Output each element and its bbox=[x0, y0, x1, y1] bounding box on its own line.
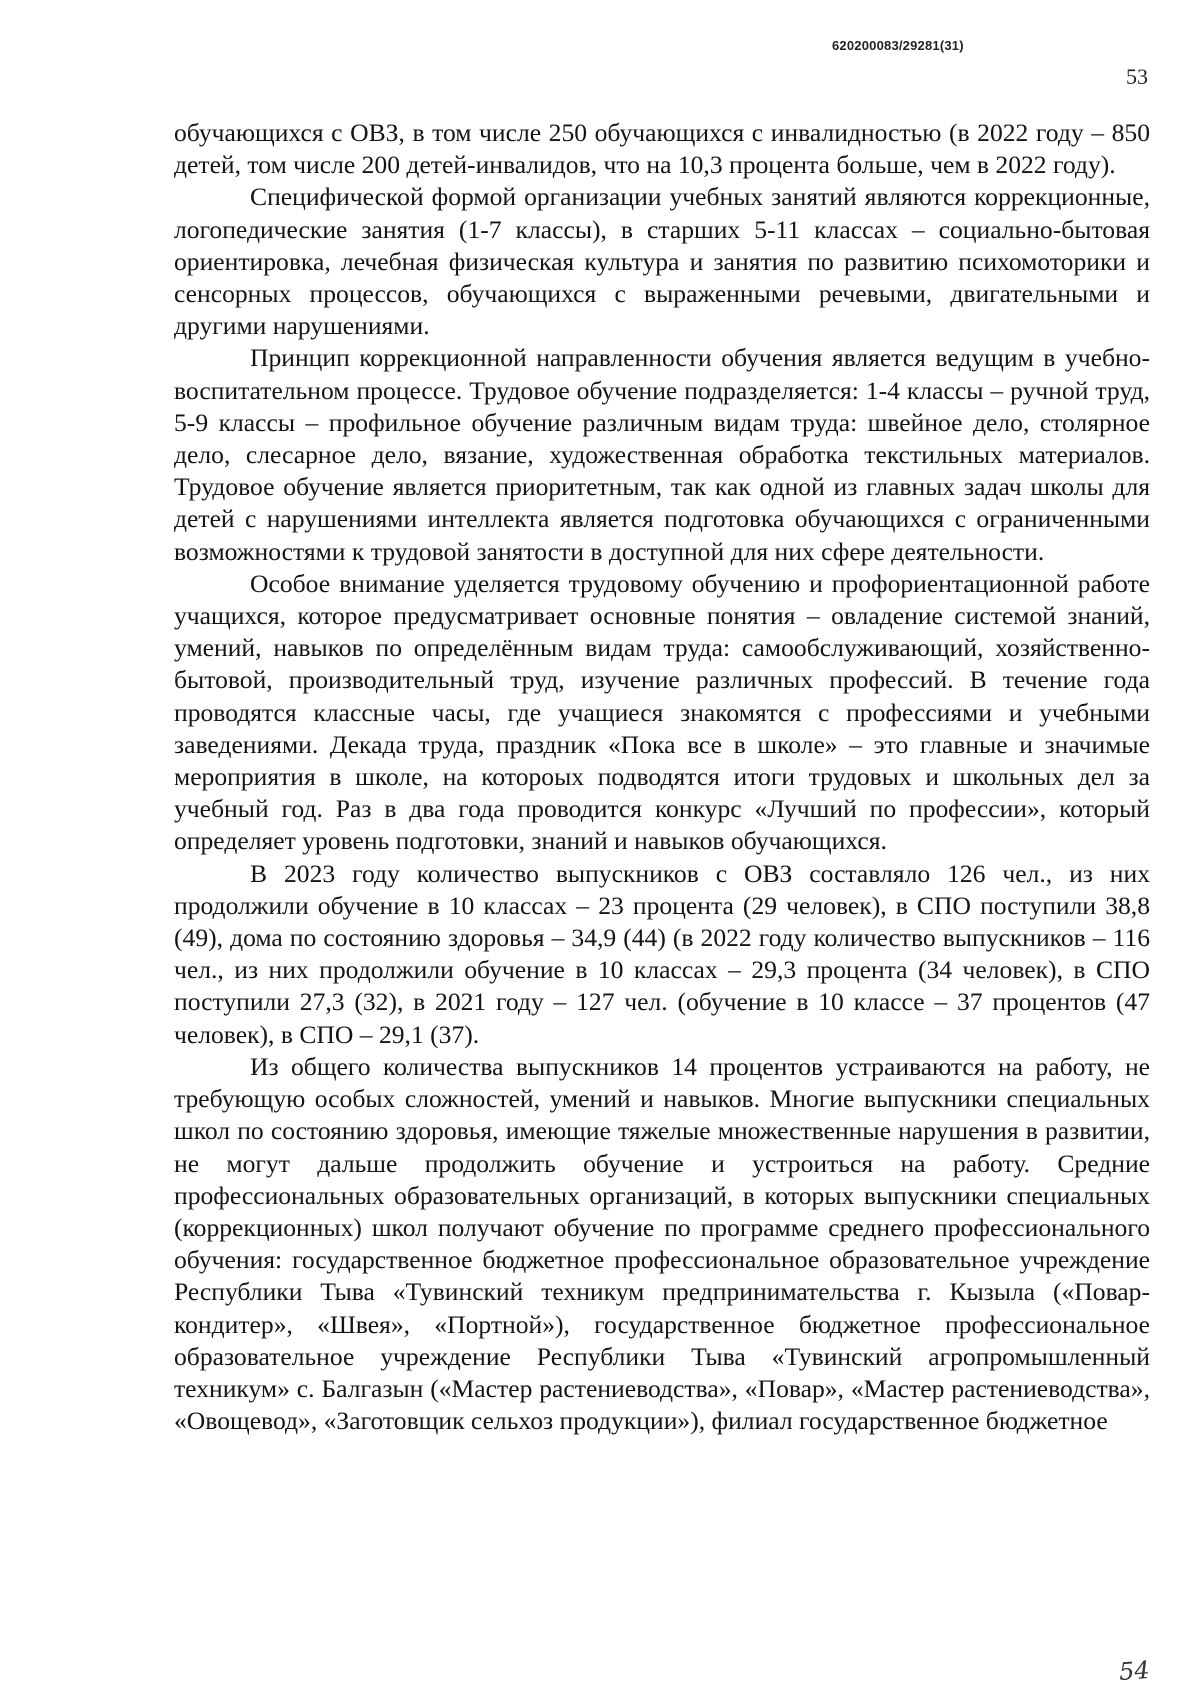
body-text bbox=[174, 117, 1150, 1437]
paragraph: Специфической формой организации учебных занятий являются коррекционные, логопедические занятия (1-7 классы), в старших 5-11 классах – социально-бытовая ориентировка, лечебная физическая культура и занятия по развитию психомоторики и сенсорных процессов, обучающихся с выраженными речевыми, двигательными и другими нарушениями. bbox=[174, 182, 1150, 341]
paragraph: Особое внимание уделяется трудовому обучению и профориентационной работе учащихся, которое предусматривает основные понятия – овладение системой знаний, умений, навыков по определённым видам труда: самообслуживающий, хозяйственно-бытовой, производительный труд, изучение различных профессий. В течение года проводятся классные часы, где учащиеся знакомятся с профессиями и учебными заведениями. Декада труда, праздник «Пока все в школе» – это главные и значимые мероприятия в школе, на котороых подводятся итоги трудовых и школьных дел за учебный год. Раз в два года проводится конкурс «Лучший по профессии», который определяет уровень подготовки, знаний и навыков обучающихся. bbox=[174, 568, 1150, 856]
paragraph: Из общего количества выпускников 14 процентов устраиваются на работу, не требующую особых сложностей, умений и навыков. Многие выпускники специальных школ по состоянию здоровья, имеющие тяжелые множественные нарушения в развитии, не могут дальше продолжить обучение и устроиться на работу. Средние профессиональных образовательных организаций, в которых выпускники специальных (коррекционных) школ получают обучение по программе среднего профессионального обучения: государственное бюджетное профессиональное образовательное учреждение Республики Тыва «Тувинский техникум предпринимательства г. Кызыла («Повар-кондитер», «Швея», «Портной»), государственное бюджетное профессиональное образовательное учреждение Республики Тыва «Тувинский агропромышленный техникум» с. Балгазын («Мастер растениеводства», «Повар», «Мастер растениеводства», «Овощевод», «Заготовщик сельхоз продукции»), филиал государственное бюджетное bbox=[174, 1051, 1150, 1436]
paragraph: Принцип коррекционной направленности обучения является ведущим в учебно-воспитательном процессе. Трудовое обучение подразделяется: 1-4 классы – ручной труд, 5-9 классы – профильное обучение различным видам труда: швейное дело, столярное дело, слесарное дело, вязание, художественная обработка текстильных материалов. Трудовое обучение является приоритетным, так как одной из главных задач школы для детей с нарушениями интеллекта является подготовка обучающихся с ограниченными возможностями к трудовой занятости в доступной для них сфере деятельности. bbox=[174, 343, 1150, 566]
paragraph: В 2023 году количество выпускников с ОВЗ составляло 126 чел., из них продолжили обучение в 10 классах – 23 процента (29 человек), в СПО поступили 38,8 (49), дома по состоянию здоровья – 34,9 (44) (в 2022 году количество выпускников – 116 чел., из них продолжили обучение в 10 классах – 29,3 процента (34 человек), в СПО поступили 27,3 (32), в 2021 году – 127 чел. (обучение в 10 классе – 37 процентов (47 человек), в СПО – 29,1 (37). bbox=[174, 858, 1150, 1049]
page-number: 53 bbox=[1126, 64, 1148, 89]
document-code: 620200083/29281(31) bbox=[832, 38, 964, 53]
paragraph: обучающихся с ОВЗ, в том числе 250 обучающихся с инвалидностью (в 2022 году – 850 детей, том числе 200 детей-инвалидов, что на 10,3 процента больше, чем в 2022 году). bbox=[174, 118, 1150, 180]
handwritten-page-number: 54 bbox=[1118, 1655, 1151, 1687]
